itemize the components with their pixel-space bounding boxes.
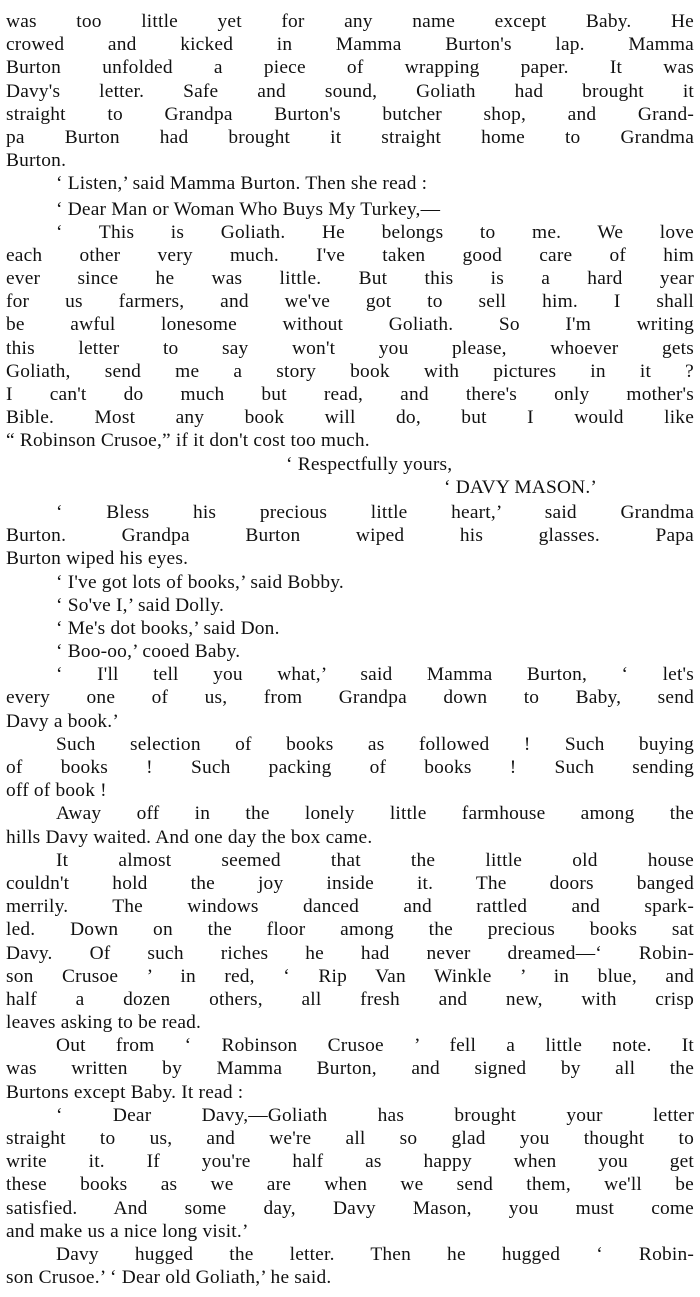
text-line: straight to Grandpa Burton's butcher shop, and Grand-: [6, 103, 694, 125]
text-line: led. Down on the floor among the precious books sat: [6, 919, 694, 941]
text-line: leaves asking to be read.: [6, 1012, 202, 1034]
text-line: Burton wiped his eyes.: [6, 548, 189, 570]
text-line: ‘ I've got lots of books,’ said Bobby.: [56, 571, 344, 593]
text-line: half a dozen others, all fresh and new, with crisp: [6, 988, 694, 1010]
text-line: be awful lonesome without Goliath. So I'm writing: [6, 314, 694, 336]
text-line: Burton. Grandpa Burton wiped his glasses. Papa: [6, 525, 694, 547]
text-line: ‘ Bless his precious little heart,’ said Grandma: [56, 501, 694, 523]
text-line: ‘ So've I,’ said Dolly.: [56, 594, 225, 616]
text-line: crowed and kicked in Mamma Burton's lap. Mamma: [6, 34, 694, 56]
text-line: Davy's letter. Safe and sound, Goliath had brought it: [6, 80, 694, 102]
text-line: this letter to say won't you please, whoever gets: [6, 337, 694, 359]
text-line: ‘ I'll tell you what,’ said Mamma Burton, ‘ let's: [56, 664, 694, 686]
text-line: ‘ This is Goliath. He belongs to me. We love: [56, 221, 694, 243]
text-line: ‘ Listen,’ said Mamma Burton. Then she read :: [56, 173, 428, 195]
text-line: Davy a book.’: [6, 710, 119, 732]
text-line: Davy hugged the letter. Then he hugged ‘ Robin-: [56, 1243, 694, 1265]
text-line: I can't do much but read, and there's only mother's: [6, 384, 694, 405]
text-line: and make us a nice long visit.’: [6, 1220, 249, 1242]
text-line: these books as we are when we send them, we'll be: [6, 1174, 694, 1196]
letter-signature: ‘ DAVY MASON.’: [444, 476, 598, 498]
text-line: Bible. Most any book will do, but I would like: [6, 407, 694, 429]
text-line: ‘ Me's dot books,’ said Don.: [56, 617, 280, 639]
text-line: It almost seemed that the little old house: [56, 849, 694, 871]
text-line: each other very much. I've taken good care of him: [6, 244, 694, 266]
text-line: Burton unfolded a piece of wrapping paper. It was: [6, 57, 694, 79]
text-line: Burtons except Baby. It read :: [6, 1081, 244, 1103]
text-line: for us farmers, and we've got to sell him. I shall: [6, 291, 694, 313]
text-line: Goliath, send me a story book with pictures in it ?: [6, 360, 694, 382]
text-line: satisfied. And some day, Davy Mason, you must come: [6, 1197, 694, 1219]
text-line: ‘ Boo-oo,’ cooed Baby.: [56, 641, 241, 663]
text-line: couldn't hold the joy inside it. The doors banged: [6, 872, 694, 894]
letter-closing: ‘ Respectfully yours,: [286, 453, 453, 475]
text-line: ‘ Dear Davy,—Goliath has brought your letter: [56, 1104, 694, 1126]
text-line: “ Robinson Crusoe,” if it don't cost too much.: [6, 430, 370, 452]
text-line: ever since he was little. But this is a hard year: [6, 268, 694, 290]
text-line: son Crusoe ’ in red, ‘ Rip Van Winkle ’ in blue, and: [6, 965, 694, 987]
text-line: every one of us, from Grandpa down to Baby, send: [6, 687, 694, 709]
text-line: of books ! Such packing of books ! Such sending: [6, 757, 694, 778]
text-line: Away off in the lonely little farmhouse among the: [56, 803, 694, 825]
letter-salutation: ‘ Dear Man or Woman Who Buys My Turkey,—: [56, 198, 441, 220]
text-line: was too little yet for any name except Baby. He: [6, 11, 694, 32]
text-line: Davy. Of such riches he had never dreamed—‘ Robin-: [6, 942, 694, 964]
text-line: write it. If you're half as happy when you get: [6, 1151, 694, 1173]
text-line: merrily. The windows danced and rattled and spark-: [6, 896, 694, 918]
text-line: Such selection of books as followed ! Such buying: [56, 733, 694, 755]
text-line: off of book !: [6, 780, 107, 802]
text-line: hills Davy waited. And one day the box came.: [6, 826, 373, 848]
text-line: straight to us, and we're all so glad you thought to: [6, 1128, 694, 1149]
text-line: Burton.: [6, 150, 67, 172]
text-line: son Crusoe.’ ‘ Dear old Goliath,’ he said.: [6, 1267, 332, 1289]
text-line: Out from ‘ Robinson Crusoe ’ fell a little note. It: [56, 1035, 694, 1057]
text-line: pa Burton had brought it straight home to Grandma: [6, 126, 694, 148]
text-line: was written by Mamma Burton, and signed by all the: [6, 1058, 694, 1080]
